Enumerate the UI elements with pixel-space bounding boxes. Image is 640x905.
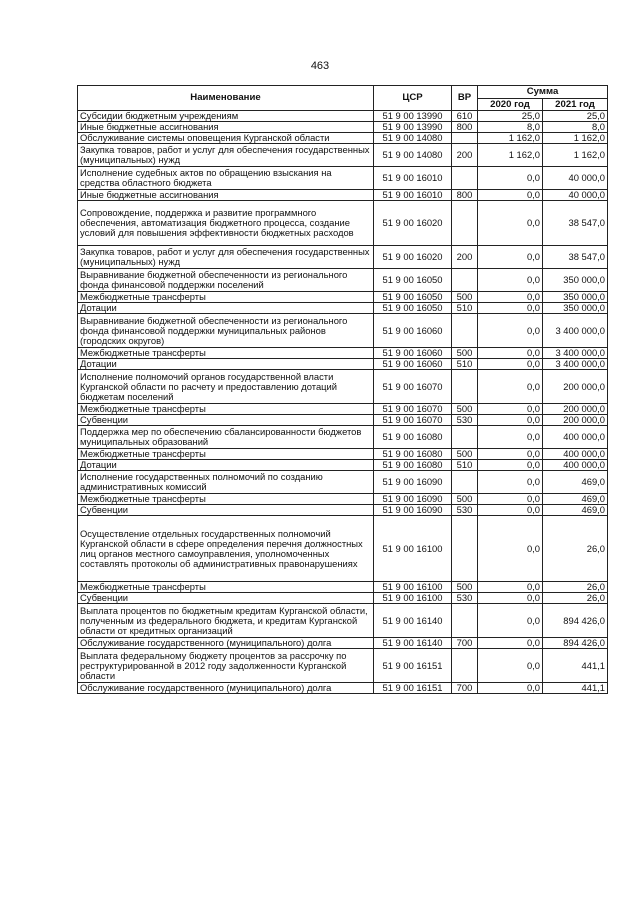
header-sum: Сумма <box>478 86 608 99</box>
budget-table <box>77 85 608 694</box>
row-csr-cell: 51 9 00 16060 <box>374 314 452 348</box>
row-2021-cell: 26,0 <box>543 516 608 582</box>
table-row <box>78 516 608 582</box>
row-vr-cell: 530 <box>452 505 478 516</box>
header-name: Наименование <box>78 86 374 111</box>
row-vr-cell: 500 <box>452 348 478 359</box>
row-vr-cell <box>452 516 478 582</box>
row-2021-cell: 26,0 <box>543 582 608 593</box>
row-2021-cell: 26,0 <box>543 593 608 604</box>
row-2021-cell: 8,0 <box>543 122 608 133</box>
table-row <box>78 348 608 359</box>
row-csr-cell: 51 9 00 16020 <box>374 246 452 269</box>
table-row <box>78 167 608 190</box>
row-csr-cell: 51 9 00 16060 <box>374 359 452 370</box>
table-row <box>78 683 608 694</box>
row-2020-cell: 0,0 <box>478 246 543 269</box>
row-csr-cell: 51 9 00 16050 <box>374 269 452 292</box>
row-csr-cell: 51 9 00 16151 <box>374 649 452 683</box>
row-csr-cell: 51 9 00 16080 <box>374 460 452 471</box>
row-2020-cell: 0,0 <box>478 505 543 516</box>
table-row <box>78 246 608 269</box>
row-2021-cell: 469,0 <box>543 505 608 516</box>
row-csr-cell: 51 9 00 16090 <box>374 505 452 516</box>
table-row <box>78 303 608 314</box>
row-2020-cell: 0,0 <box>478 426 543 449</box>
table-row <box>78 190 608 201</box>
row-name-cell: Дотации <box>78 460 374 471</box>
row-2021-cell: 441,1 <box>543 649 608 683</box>
row-name-cell: Субсидии бюджетным учреждениям <box>78 111 374 122</box>
row-2021-cell: 200 000,0 <box>543 370 608 404</box>
row-2020-cell: 0,0 <box>478 359 543 370</box>
row-csr-cell: 51 9 00 16010 <box>374 167 452 190</box>
row-vr-cell: 800 <box>452 122 478 133</box>
row-vr-cell: 530 <box>452 415 478 426</box>
row-vr-cell <box>452 167 478 190</box>
row-name-cell: Межбюджетные трансферты <box>78 348 374 359</box>
row-name-cell: Обслуживание государственного (муниципального) долга <box>78 683 374 694</box>
row-2021-cell: 3 400 000,0 <box>543 359 608 370</box>
row-csr-cell: 51 9 00 16140 <box>374 604 452 638</box>
row-2020-cell: 1 162,0 <box>478 133 543 144</box>
row-vr-cell <box>452 269 478 292</box>
row-name-cell: Дотации <box>78 303 374 314</box>
row-vr-cell <box>452 314 478 348</box>
row-name-cell: Обслуживание государственного (муниципального) долга <box>78 638 374 649</box>
row-2021-cell: 200 000,0 <box>543 404 608 415</box>
row-2020-cell: 8,0 <box>478 122 543 133</box>
row-name-cell: Исполнение государственных полномочий по созданию административных комиссий <box>78 471 374 494</box>
row-2020-cell: 0,0 <box>478 303 543 314</box>
row-2020-cell: 0,0 <box>478 370 543 404</box>
row-csr-cell: 51 9 00 16090 <box>374 494 452 505</box>
header-year-2020: 2020 год <box>478 99 543 111</box>
row-name-cell: Межбюджетные трансферты <box>78 292 374 303</box>
row-vr-cell: 200 <box>452 246 478 269</box>
table-row <box>78 449 608 460</box>
row-2021-cell: 894 426,0 <box>543 638 608 649</box>
row-vr-cell: 500 <box>452 449 478 460</box>
row-2020-cell: 0,0 <box>478 314 543 348</box>
row-2020-cell: 0,0 <box>478 649 543 683</box>
row-name-cell: Иные бюджетные ассигнования <box>78 190 374 201</box>
row-name-cell: Субвенции <box>78 415 374 426</box>
row-2020-cell: 0,0 <box>478 201 543 246</box>
row-2021-cell: 1 162,0 <box>543 133 608 144</box>
row-csr-cell: 51 9 00 13990 <box>374 111 452 122</box>
row-csr-cell: 51 9 00 16100 <box>374 582 452 593</box>
row-vr-cell <box>452 370 478 404</box>
table-row <box>78 359 608 370</box>
row-vr-cell: 510 <box>452 460 478 471</box>
row-2020-cell: 1 162,0 <box>478 144 543 167</box>
table-row <box>78 460 608 471</box>
row-2021-cell: 40 000,0 <box>543 167 608 190</box>
table-row <box>78 269 608 292</box>
row-vr-cell: 530 <box>452 593 478 604</box>
row-2021-cell: 38 547,0 <box>543 201 608 246</box>
row-vr-cell: 800 <box>452 190 478 201</box>
header-vr: ВР <box>452 86 478 111</box>
table-row <box>78 649 608 683</box>
row-vr-cell: 200 <box>452 144 478 167</box>
table-body <box>78 111 608 694</box>
table-row <box>78 505 608 516</box>
row-csr-cell: 51 9 00 16070 <box>374 415 452 426</box>
row-name-cell: Иные бюджетные ассигнования <box>78 122 374 133</box>
row-name-cell: Исполнение полномочий органов государственной власти Курганской области по расчету и предоставлению дотаций бюджетам поселений <box>78 370 374 404</box>
row-2020-cell: 0,0 <box>478 167 543 190</box>
row-2020-cell: 0,0 <box>478 449 543 460</box>
row-csr-cell: 51 9 00 16090 <box>374 471 452 494</box>
row-csr-cell: 51 9 00 14080 <box>374 133 452 144</box>
row-2021-cell: 200 000,0 <box>543 415 608 426</box>
row-2020-cell: 0,0 <box>478 582 543 593</box>
row-vr-cell: 610 <box>452 111 478 122</box>
row-name-cell: Выплата процентов по бюджетным кредитам Курганской области, полученным из федерального бюджета, и кредитам Курганской области от кредитных организаций <box>78 604 374 638</box>
row-vr-cell <box>452 426 478 449</box>
row-2020-cell: 0,0 <box>478 494 543 505</box>
row-2020-cell: 0,0 <box>478 460 543 471</box>
row-2020-cell: 0,0 <box>478 683 543 694</box>
table-row <box>78 604 608 638</box>
row-csr-cell: 51 9 00 14080 <box>374 144 452 167</box>
row-name-cell: Закупка товаров, работ и услуг для обеспечения государственных (муниципальных) нужд <box>78 246 374 269</box>
row-vr-cell <box>452 604 478 638</box>
row-name-cell: Выравнивание бюджетной обеспеченности из регионального фонда финансовой поддержки муниципальных районов (городских округов) <box>78 314 374 348</box>
row-vr-cell <box>452 649 478 683</box>
row-2021-cell: 1 162,0 <box>543 144 608 167</box>
row-csr-cell: 51 9 00 16080 <box>374 449 452 460</box>
row-2021-cell: 350 000,0 <box>543 292 608 303</box>
table-row <box>78 314 608 348</box>
row-csr-cell: 51 9 00 16100 <box>374 593 452 604</box>
row-2021-cell: 38 547,0 <box>543 246 608 269</box>
table-row <box>78 292 608 303</box>
row-2021-cell: 350 000,0 <box>543 303 608 314</box>
row-2020-cell: 0,0 <box>478 269 543 292</box>
row-2021-cell: 469,0 <box>543 471 608 494</box>
row-name-cell: Обслуживание системы оповещения Курганской области <box>78 133 374 144</box>
row-csr-cell: 51 9 00 16010 <box>374 190 452 201</box>
row-2020-cell: 0,0 <box>478 471 543 494</box>
table-row <box>78 201 608 246</box>
table-row <box>78 144 608 167</box>
row-name-cell: Межбюджетные трансферты <box>78 582 374 593</box>
row-2020-cell: 0,0 <box>478 415 543 426</box>
row-2021-cell: 441,1 <box>543 683 608 694</box>
row-2020-cell: 25,0 <box>478 111 543 122</box>
row-2020-cell: 0,0 <box>478 638 543 649</box>
page-number: 463 <box>310 60 330 72</box>
row-2021-cell: 469,0 <box>543 494 608 505</box>
row-vr-cell: 510 <box>452 359 478 370</box>
row-name-cell: Межбюджетные трансферты <box>78 494 374 505</box>
row-2020-cell: 0,0 <box>478 404 543 415</box>
row-vr-cell: 500 <box>452 292 478 303</box>
header-csr: ЦСР <box>374 86 452 111</box>
row-2020-cell: 0,0 <box>478 604 543 638</box>
table-row <box>78 370 608 404</box>
row-name-cell: Межбюджетные трансферты <box>78 404 374 415</box>
row-vr-cell: 500 <box>452 494 478 505</box>
table-row <box>78 122 608 133</box>
row-csr-cell: 51 9 00 16070 <box>374 404 452 415</box>
row-2021-cell: 40 000,0 <box>543 190 608 201</box>
table-row <box>78 593 608 604</box>
row-csr-cell: 51 9 00 16050 <box>374 303 452 314</box>
row-name-cell: Исполнение судебных актов по обращению взыскания на средства областного бюджета <box>78 167 374 190</box>
table-row <box>78 133 608 144</box>
table-row <box>78 404 608 415</box>
row-2021-cell: 400 000,0 <box>543 460 608 471</box>
row-2021-cell: 350 000,0 <box>543 269 608 292</box>
table-row <box>78 426 608 449</box>
row-csr-cell: 51 9 00 16100 <box>374 516 452 582</box>
row-vr-cell <box>452 471 478 494</box>
table-row <box>78 582 608 593</box>
row-name-cell: Выплата федеральному бюджету процентов за рассрочку по реструктурированной в 2012 году задолженности Курганской области <box>78 649 374 683</box>
table-row <box>78 494 608 505</box>
row-vr-cell <box>452 133 478 144</box>
row-name-cell: Субвенции <box>78 593 374 604</box>
row-csr-cell: 51 9 00 16140 <box>374 638 452 649</box>
row-name-cell: Межбюджетные трансферты <box>78 449 374 460</box>
row-2020-cell: 0,0 <box>478 292 543 303</box>
row-vr-cell <box>452 201 478 246</box>
row-name-cell: Субвенции <box>78 505 374 516</box>
row-2021-cell: 400 000,0 <box>543 449 608 460</box>
row-vr-cell: 500 <box>452 404 478 415</box>
row-csr-cell: 51 9 00 16050 <box>374 292 452 303</box>
table-row <box>78 415 608 426</box>
row-name-cell: Закупка товаров, работ и услуг для обеспечения государственных (муниципальных) нужд <box>78 144 374 167</box>
row-name-cell: Поддержка мер по обеспечению сбалансированности бюджетов муниципальных образований <box>78 426 374 449</box>
row-2021-cell: 3 400 000,0 <box>543 314 608 348</box>
table-row <box>78 471 608 494</box>
row-vr-cell: 700 <box>452 683 478 694</box>
row-vr-cell: 500 <box>452 582 478 593</box>
table-row <box>78 111 608 122</box>
row-csr-cell: 51 9 00 16070 <box>374 370 452 404</box>
row-csr-cell: 51 9 00 16060 <box>374 348 452 359</box>
row-name-cell: Выравнивание бюджетной обеспеченности из регионального фонда финансовой поддержки поселений <box>78 269 374 292</box>
row-csr-cell: 51 9 00 16020 <box>374 201 452 246</box>
row-name-cell: Дотации <box>78 359 374 370</box>
row-2021-cell: 3 400 000,0 <box>543 348 608 359</box>
row-2020-cell: 0,0 <box>478 516 543 582</box>
row-vr-cell: 510 <box>452 303 478 314</box>
row-2020-cell: 0,0 <box>478 190 543 201</box>
row-2020-cell: 0,0 <box>478 348 543 359</box>
row-2021-cell: 400 000,0 <box>543 426 608 449</box>
header-year-2021: 2021 год <box>543 99 608 111</box>
row-2021-cell: 25,0 <box>543 111 608 122</box>
row-csr-cell: 51 9 00 13990 <box>374 122 452 133</box>
row-csr-cell: 51 9 00 16080 <box>374 426 452 449</box>
row-name-cell: Сопровождение, поддержка и развитие программного обеспечения, автоматизация бюджетного процесса, создание условий для повышения эффективности бюджетных расходов <box>78 201 374 246</box>
table-row <box>78 638 608 649</box>
row-2021-cell: 894 426,0 <box>543 604 608 638</box>
row-csr-cell: 51 9 00 16151 <box>374 683 452 694</box>
row-2020-cell: 0,0 <box>478 593 543 604</box>
row-vr-cell: 700 <box>452 638 478 649</box>
row-name-cell: Осуществление отдельных государственных полномочий Курганской области в сфере определения перечня должностных лиц органов местного самоуправления, уполномоченных составлять протоколы об административных правонарушениях <box>78 516 374 582</box>
